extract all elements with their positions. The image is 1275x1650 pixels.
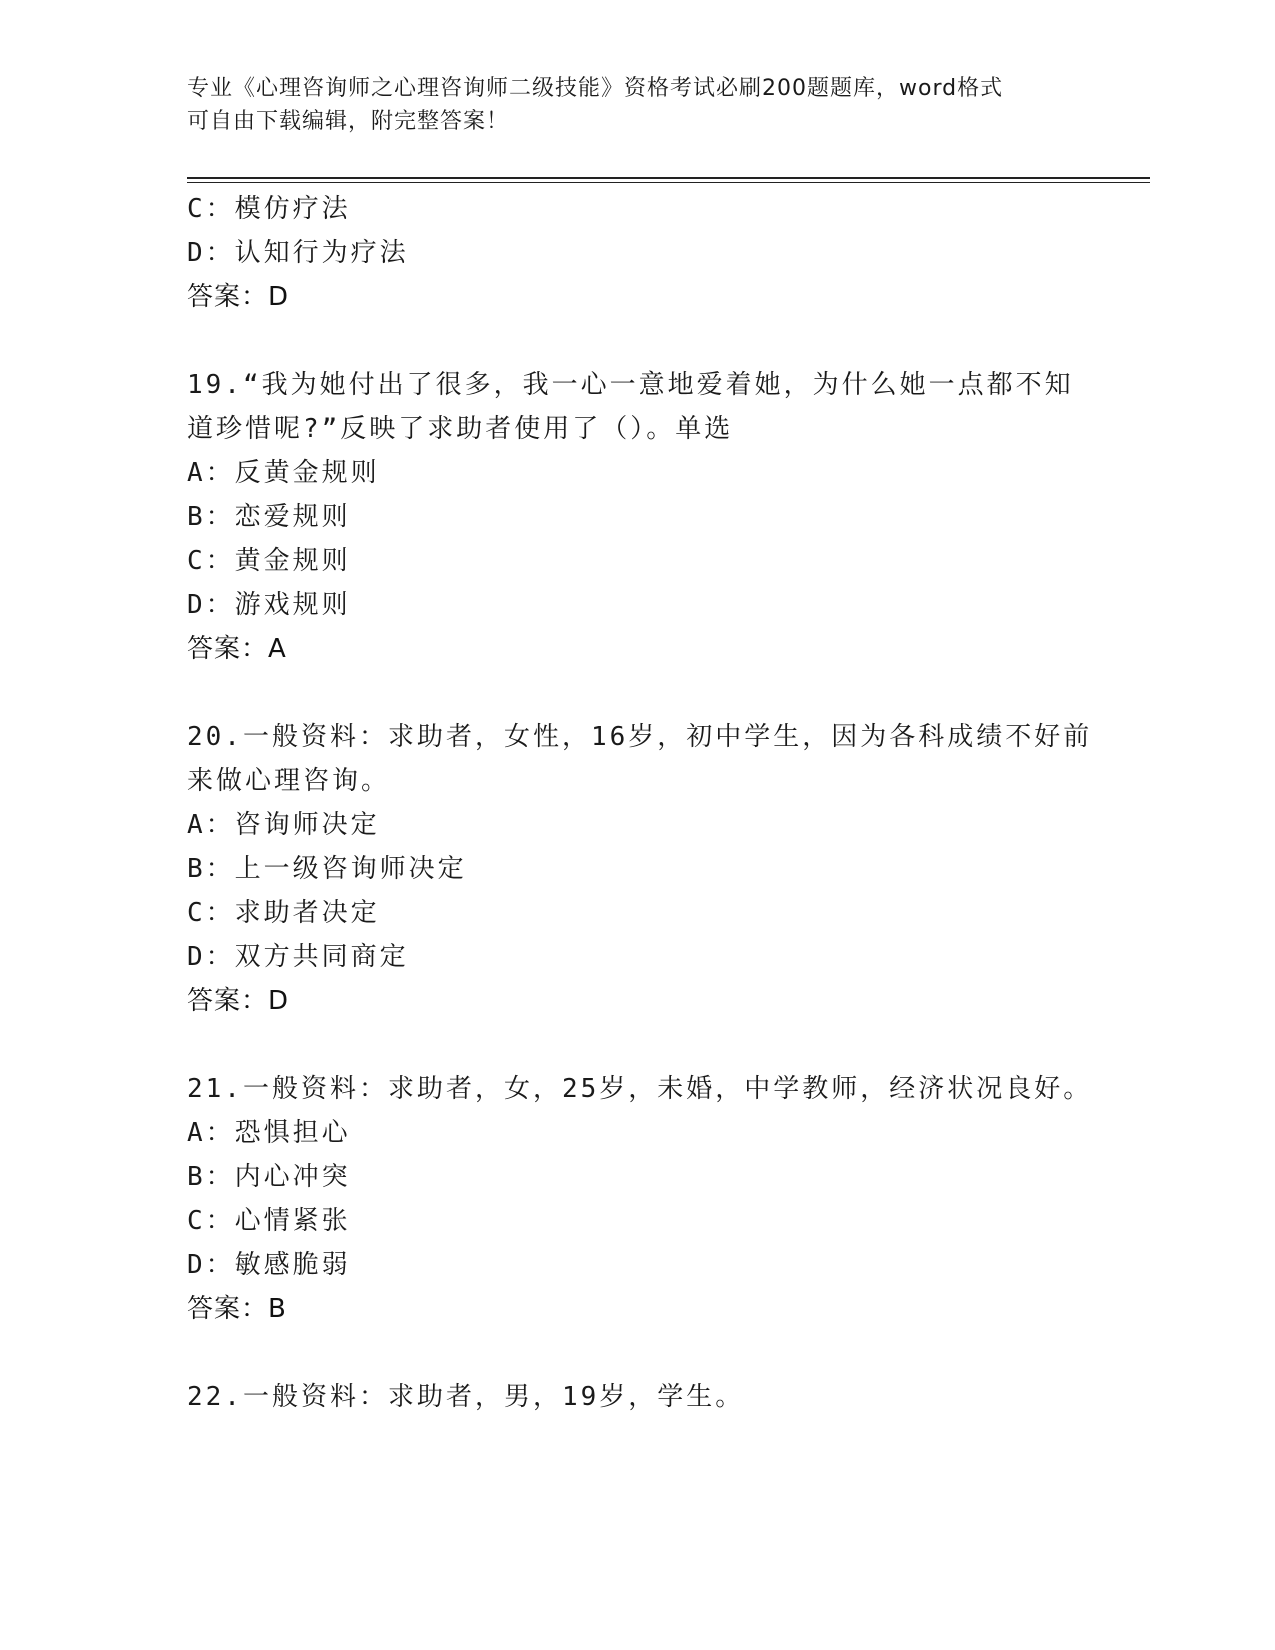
header-title-line-2: 可自由下载编辑，附完整答案！ (187, 109, 510, 134)
q20-answer: 答案：D (187, 986, 290, 1016)
header-rule-thick (187, 177, 1150, 179)
q21-option-c: C：心情紧张 (187, 1206, 351, 1236)
q20-stem-line-1: 20.一般资料：求助者，女性，16岁，初中学生，因为各科成绩不好前 (187, 722, 1093, 752)
q19-answer: 答案：A (187, 634, 287, 664)
q20-option-c: C：求助者决定 (187, 898, 380, 928)
q20-option-a: A：咨询师决定 (187, 810, 380, 840)
q20-stem-line-2: 来做心理咨询。 (187, 766, 391, 796)
q19-option-b: B：恋爱规则 (187, 502, 351, 532)
header-rule-thin (187, 182, 1150, 183)
prev-answer: 答案：D (187, 282, 290, 312)
q19-option-a: A：反黄金规则 (187, 458, 380, 488)
q19-option-c: C：黄金规则 (187, 546, 351, 576)
prev-option-c: C：模仿疗法 (187, 194, 351, 224)
q19-stem-line-1: 19.“我为她付出了很多，我一心一意地爱着她，为什么她一点都不知 (187, 370, 1074, 400)
q21-option-b: B：内心冲突 (187, 1162, 351, 1192)
q19-option-d: D：游戏规则 (187, 590, 351, 620)
q19-stem-line-2: 道珍惜呢?”反映了求助者使用了（）。单选 (187, 414, 734, 444)
q20-option-d: D：双方共同商定 (187, 942, 409, 972)
q20-option-b: B：上一级咨询师决定 (187, 854, 467, 884)
q21-answer: 答案：B (187, 1294, 287, 1324)
document-header (187, 72, 1087, 138)
header-title-line-1: 专业《心理咨询师之心理咨询师二级技能》资格考试必刷200题题库，word格式 (187, 76, 1004, 101)
q22-stem-line-1: 22.一般资料：求助者，男，19岁，学生。 (187, 1382, 745, 1412)
prev-option-d: D：认知行为疗法 (187, 238, 409, 268)
q21-option-d: D：敏感脆弱 (187, 1250, 351, 1280)
q21-option-a: A：恐惧担心 (187, 1118, 351, 1148)
q21-stem-line-1: 21.一般资料：求助者，女，25岁，未婚，中学教师，经济状况良好。 (187, 1074, 1093, 1104)
